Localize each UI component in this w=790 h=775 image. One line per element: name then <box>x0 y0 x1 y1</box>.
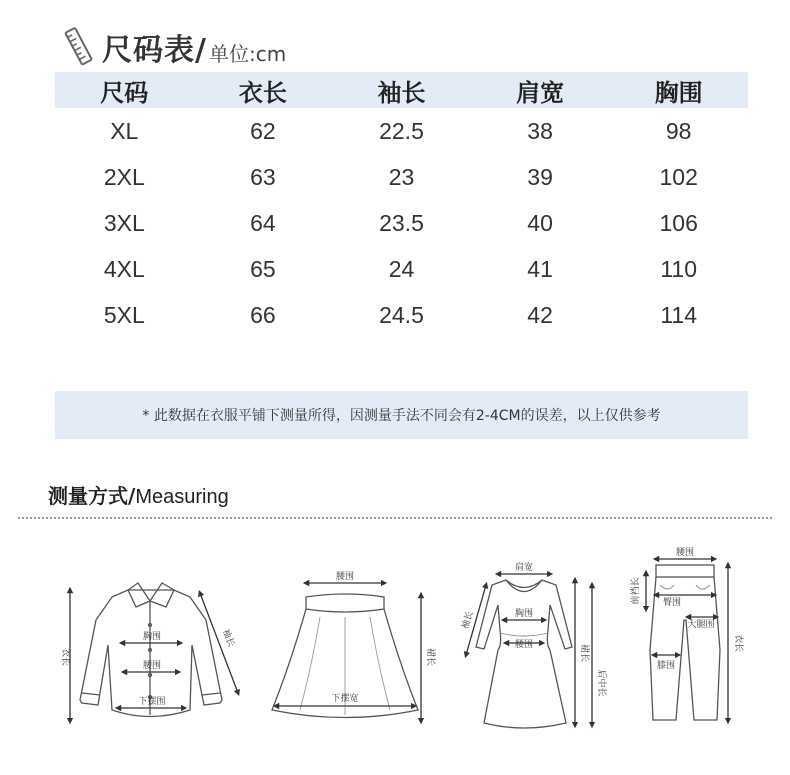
dress-waist-label: 腰围 <box>514 640 534 650</box>
table-cell: 63 <box>250 163 276 190</box>
table-header-row <box>55 72 748 108</box>
column-header: 肩宽 <box>471 72 610 108</box>
dotted-divider <box>18 517 772 519</box>
table-cell: 23.5 <box>379 209 424 236</box>
table-cell: 62 <box>250 117 276 144</box>
shirt-sleeve-label: 袖长 <box>219 628 236 649</box>
table-cell: 106 <box>659 209 698 236</box>
column-header: 衣长 <box>194 72 333 108</box>
dress-sleeve-label: 袖长 <box>460 610 476 631</box>
table-cell: 98 <box>665 117 692 144</box>
table-cell: 110 <box>660 255 698 282</box>
unit-label: 单位:cm <box>208 42 287 66</box>
table-cell: 24 <box>388 255 415 282</box>
size-table <box>55 72 748 338</box>
table-row <box>55 246 748 292</box>
dress-chest-label: 胸围 <box>514 609 534 619</box>
table-cell: 39 <box>527 163 553 190</box>
table-cell: 24.5 <box>379 301 424 328</box>
table-cell: 41 <box>527 255 553 282</box>
table-cell: 65 <box>250 255 276 282</box>
table-cell: 5XL <box>103 301 145 328</box>
pants-front-rise-label: 前裆长 <box>631 577 641 605</box>
table-row <box>55 108 748 154</box>
table-cell: 42 <box>527 301 553 328</box>
pants-diagram <box>646 559 728 721</box>
shirt-chest-label: 胸围 <box>142 632 162 642</box>
measuring-title-zh: 测量方式/ <box>48 484 136 508</box>
measuring-title-en: Measuring <box>135 486 229 508</box>
page-title: 尺码表/ <box>102 33 207 68</box>
size-chart-header <box>62 22 286 66</box>
table-row <box>55 200 748 246</box>
measuring-title <box>48 480 229 509</box>
column-header: 胸围 <box>609 72 748 108</box>
skirt-waist-label: 腰围 <box>335 572 355 582</box>
table-row <box>55 154 748 200</box>
dress-diagram <box>466 574 592 728</box>
table-cell: XL <box>110 117 139 144</box>
column-header: 袖长 <box>332 72 471 108</box>
table-cell: 64 <box>250 209 276 236</box>
dress-shoulder-label: 肩宽 <box>514 563 534 573</box>
measurement-note <box>55 391 748 439</box>
skirt-hem-label: 下摆宽 <box>331 694 359 704</box>
table-cell: 23 <box>388 163 415 190</box>
pants-length-label: 衣长 <box>733 633 743 653</box>
shirt-length-label: 衣长 <box>60 647 70 667</box>
measuring-diagrams <box>0 525 790 775</box>
table-cell: 114 <box>660 301 698 328</box>
shirt-hem-label: 下摆围 <box>138 697 166 707</box>
pants-knee-label: 膝围 <box>656 661 676 671</box>
dress-back-length-label: 后中长 <box>596 669 606 697</box>
column-header: 尺码 <box>55 72 194 108</box>
dress-length-label: 裙长 <box>579 643 589 663</box>
table-cell: 40 <box>527 209 553 236</box>
pants-waist-label: 腰围 <box>675 548 695 558</box>
table-cell: 38 <box>527 117 553 144</box>
pants-thigh-label: 大腿围 <box>687 620 715 630</box>
note-text: * 此数据在衣服平铺下测量所得，因测量手法不同会有2-4CM的误差，以上仅供参考 <box>142 408 661 424</box>
table-cell: 66 <box>250 301 276 328</box>
skirt-length-label: 裙长 <box>425 647 435 667</box>
table-cell: 22.5 <box>379 117 424 144</box>
table-row <box>55 292 748 338</box>
table-cell: 4XL <box>103 255 145 282</box>
pants-hip-label: 臀围 <box>662 598 682 608</box>
ruler-icon <box>62 26 96 66</box>
table-cell: 2XL <box>103 163 145 190</box>
shirt-waist-label: 腰围 <box>142 661 162 671</box>
table-cell: 3XL <box>103 209 145 236</box>
table-cell: 102 <box>659 163 698 190</box>
